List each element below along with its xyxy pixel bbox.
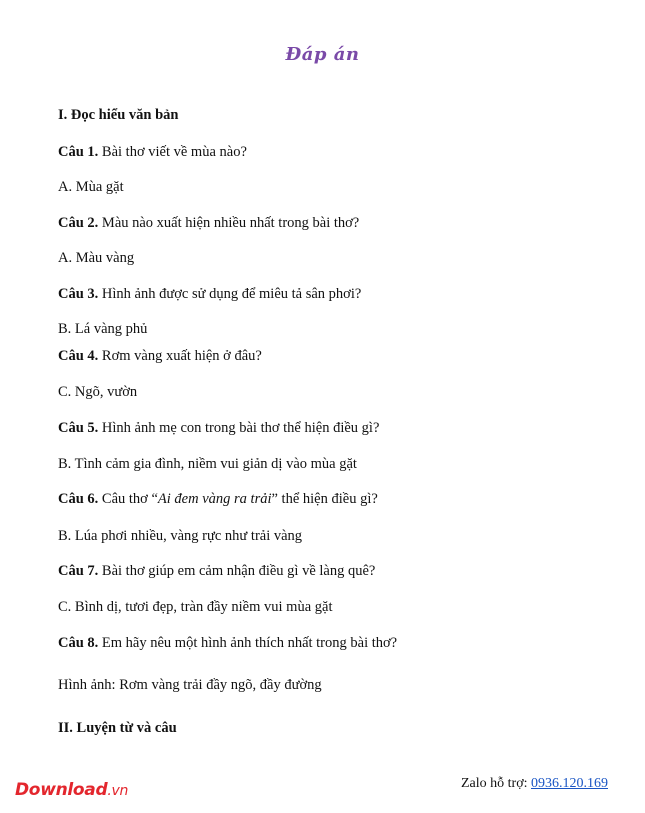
question-4 — [58, 347, 262, 365]
answer-7: C. Bình dị, tươi đẹp, tràn đầy niềm vui mùa gặt — [58, 599, 333, 615]
section-heading-vocabulary: II. Luyện từ và câu — [58, 720, 177, 736]
section-heading-reading: I. Đọc hiểu văn bản — [58, 107, 179, 123]
question-label: Câu 7. — [58, 563, 99, 579]
question-quote: Ai đem vàng ra trải — [157, 491, 272, 507]
logo-domain: .vn — [107, 783, 129, 799]
question-label: Câu 2. — [58, 215, 99, 231]
question-2 — [58, 214, 359, 232]
question-text: Hình ảnh được sử dụng để miêu tả sân phơi? — [98, 286, 362, 302]
question-text: Em hãy nêu một hình ảnh thích nhất trong bài thơ? — [98, 635, 398, 651]
answer-8: Hình ảnh: Rơm vàng trải đầy ngõ, đầy đường — [58, 677, 322, 693]
support-label: Zalo hỗ trợ: — [461, 776, 531, 791]
question-text: Câu thơ “ — [98, 491, 158, 507]
question-7 — [58, 562, 375, 580]
question-8 — [58, 634, 397, 652]
question-text: Hình ảnh mẹ con trong bài thơ thể hiện điều gì? — [98, 420, 380, 436]
question-label: Câu 8. — [58, 635, 99, 651]
answer-6: B. Lúa phơi nhiều, vàng rực như trải vàng — [58, 528, 303, 544]
question-label: Câu 1. — [58, 144, 99, 160]
download-logo[interactable] — [15, 780, 128, 800]
question-3 — [58, 285, 361, 303]
question-label: Câu 3. — [58, 286, 99, 302]
answer-5: B. Tình cảm gia đình, niềm vui giản dị vào mùa gặt — [58, 456, 357, 472]
question-text: Bài thơ viết về mùa nào? — [98, 144, 247, 160]
question-label: Câu 4. — [58, 348, 99, 364]
zalo-support — [461, 776, 608, 792]
question-label: Câu 5. — [58, 420, 99, 436]
support-phone-link[interactable]: 0936.120.169 — [531, 776, 608, 791]
answer-4: C. Ngõ, vườn — [58, 384, 138, 400]
question-text: Rơm vàng xuất hiện ở đâu? — [98, 348, 262, 364]
answer-3: B. Lá vàng phủ — [58, 321, 148, 337]
question-6 — [58, 490, 378, 508]
answer-2: A. Màu vàng — [58, 250, 135, 266]
question-5 — [58, 419, 379, 437]
question-text-end: ” thể hiện điều gì? — [271, 491, 378, 507]
question-text: Màu nào xuất hiện nhiều nhất trong bài thơ? — [98, 215, 360, 231]
question-label: Câu 6. — [58, 491, 99, 507]
logo-text: Download — [15, 780, 108, 800]
answer-1: A. Mùa gặt — [58, 179, 124, 195]
question-text: Bài thơ giúp em cảm nhận điều gì về làng quê? — [98, 563, 376, 579]
question-1 — [58, 143, 247, 161]
page-title: Đáp án — [285, 44, 360, 65]
